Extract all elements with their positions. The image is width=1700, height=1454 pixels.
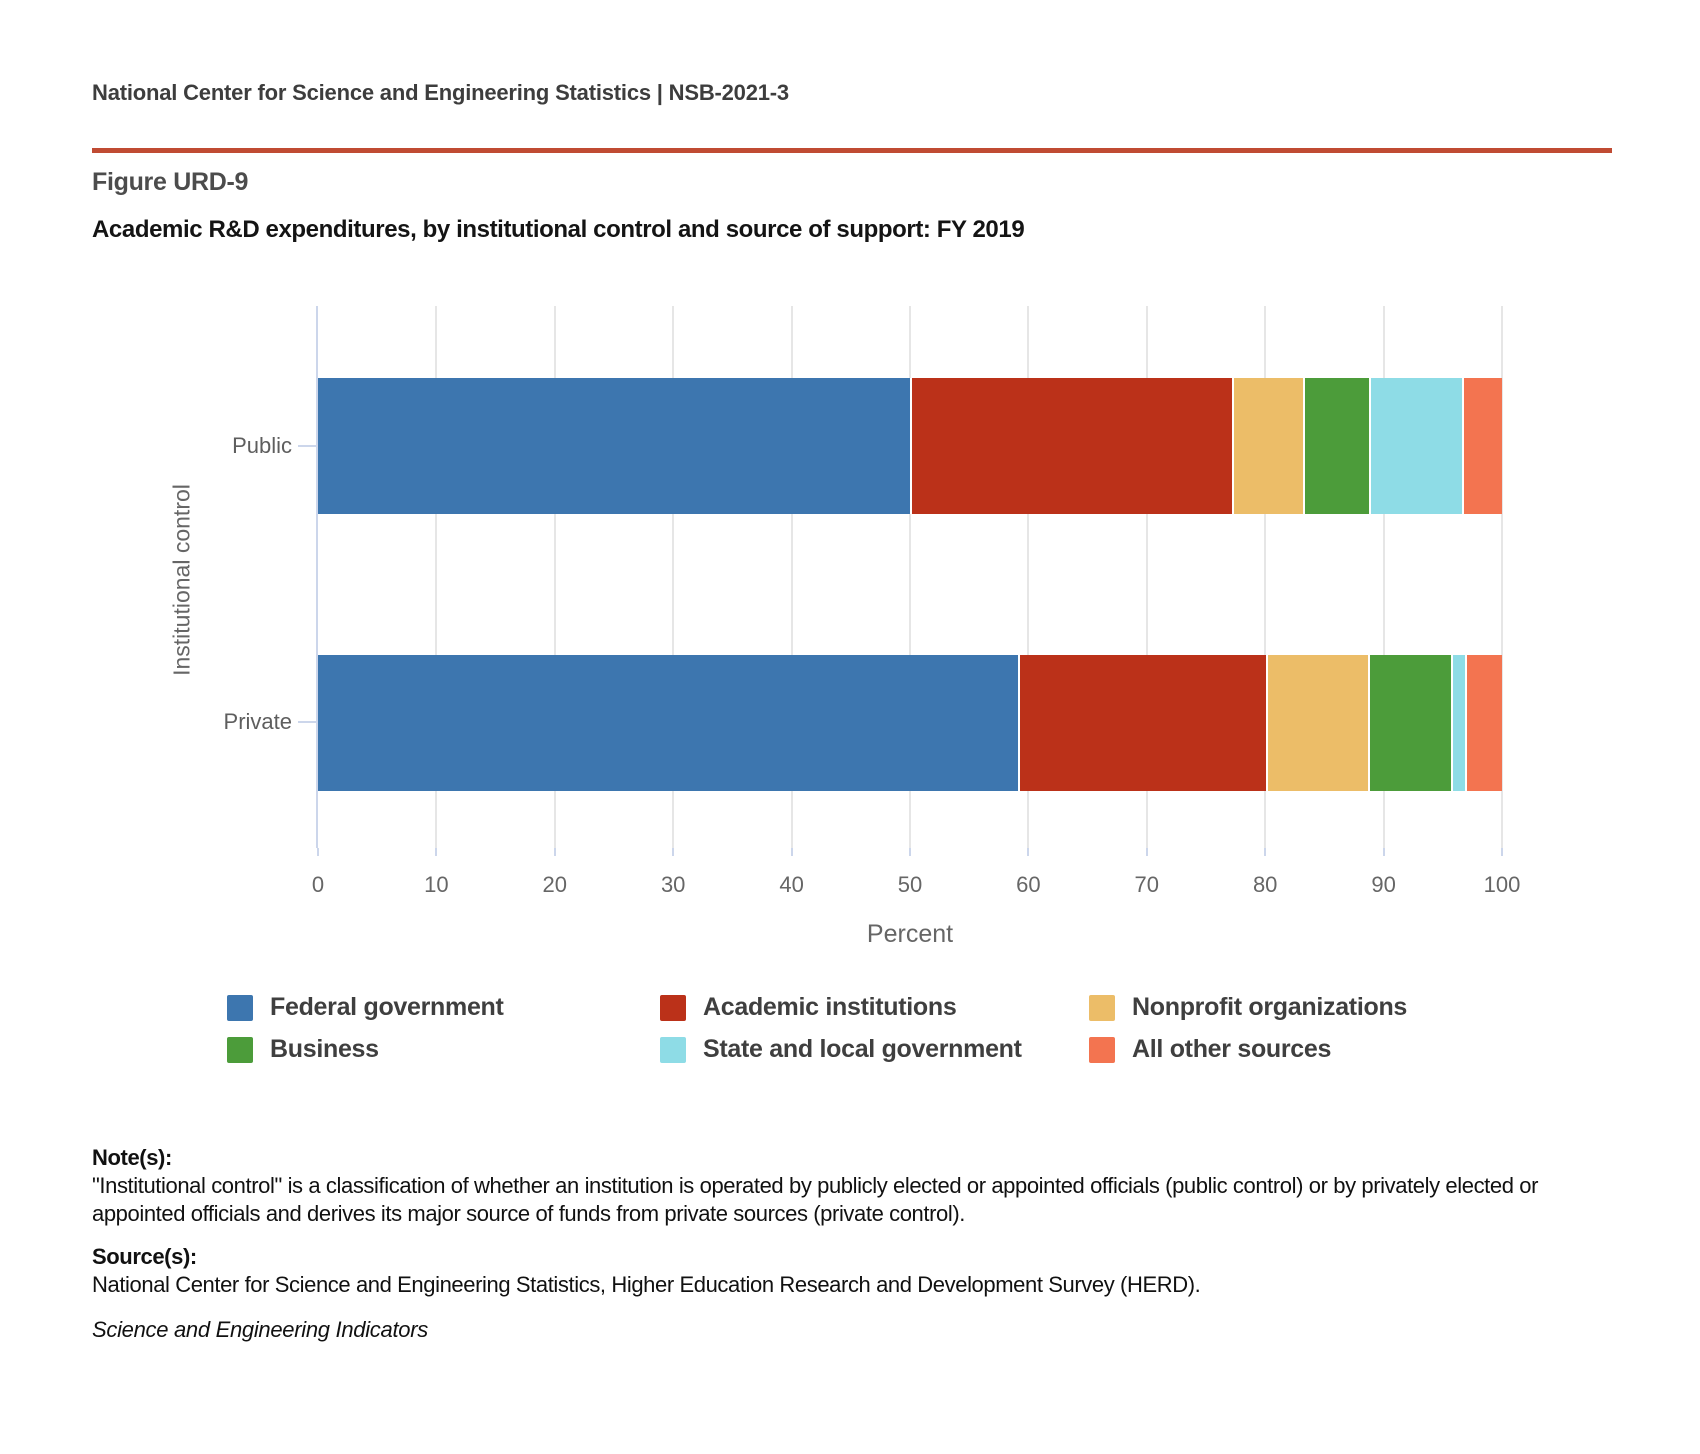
legend-label: State and local government xyxy=(703,1035,1022,1063)
bar-segment[interactable] xyxy=(910,378,1232,514)
legend-label: Business xyxy=(270,1035,379,1063)
x-tick-label: 100 xyxy=(1483,872,1521,897)
legend-swatch xyxy=(660,995,686,1021)
x-axis-tick xyxy=(1383,848,1385,856)
legend-label: Nonprofit organizations xyxy=(1132,993,1408,1021)
x-tick-label: 50 xyxy=(897,872,923,897)
bar-public xyxy=(318,378,1502,514)
notes-body: "Institutional control" is a classification of whether an institution is operated by publicly elected or appointed officials (public control) or by privately elected or appointed officials and derives its major source of funds from private sources (private control). xyxy=(92,1173,1539,1226)
legend-swatch xyxy=(227,995,253,1021)
x-tick-label: 0 xyxy=(311,872,325,897)
bar-segment[interactable] xyxy=(318,655,1018,791)
report-header: National Center for Science and Engineering Statistics | NSB-2021-3 xyxy=(92,80,789,105)
x-axis-tick xyxy=(1264,848,1266,856)
bar-segment[interactable] xyxy=(1462,378,1502,514)
y-axis-tick xyxy=(298,445,318,447)
bar-segment[interactable] xyxy=(1465,655,1502,791)
x-axis-tick xyxy=(672,848,674,856)
publication-title: Science and Engineering Indicators xyxy=(92,1317,428,1342)
category-label: Public xyxy=(232,433,292,458)
x-axis-title: Percent xyxy=(866,920,954,948)
legend-item[interactable] xyxy=(1089,1035,1331,1064)
legend-label: Federal government xyxy=(270,993,504,1021)
legend-item[interactable] xyxy=(660,993,956,1022)
figure-title: Academic R&D expenditures, by institutional control and source of support: FY 2019 xyxy=(92,216,1025,243)
bar-segment[interactable] xyxy=(1368,655,1451,791)
notes-block xyxy=(92,1144,1608,1228)
x-axis-tick xyxy=(554,848,556,856)
bar-segment[interactable] xyxy=(1266,655,1368,791)
x-axis-tick xyxy=(1146,848,1148,856)
bar-segment[interactable] xyxy=(1232,378,1303,514)
x-tick-label: 20 xyxy=(542,872,568,897)
x-tick-label: 90 xyxy=(1371,872,1396,897)
legend-item[interactable] xyxy=(1089,993,1407,1022)
x-tick-label: 30 xyxy=(660,872,686,897)
bar-segment[interactable] xyxy=(1451,655,1465,791)
x-tick-label: 40 xyxy=(779,872,804,897)
y-axis-tick xyxy=(298,721,318,723)
legend-label: All other sources xyxy=(1132,1035,1332,1063)
x-axis-tick xyxy=(1501,848,1503,856)
bar-segment[interactable] xyxy=(1018,655,1267,791)
sources-block xyxy=(92,1243,1608,1299)
category-label: Private xyxy=(223,709,292,734)
legend-swatch xyxy=(660,1037,686,1063)
y-axis-title: Institutional control xyxy=(168,484,195,676)
x-axis-tick xyxy=(1027,848,1029,856)
sources-body: National Center for Science and Engineering Statistics, Higher Education Research and Development Survey (HERD). xyxy=(92,1272,1201,1297)
bar-segment[interactable] xyxy=(318,378,910,514)
bar-private xyxy=(318,655,1502,791)
legend-swatch xyxy=(1089,1037,1115,1063)
legend-swatch xyxy=(1089,995,1115,1021)
legend-swatch xyxy=(227,1037,253,1063)
x-axis-tick xyxy=(909,848,911,856)
legend-label: Academic institutions xyxy=(703,993,957,1021)
bar-segment[interactable] xyxy=(1369,378,1461,514)
x-axis-tick xyxy=(435,848,437,856)
figure-label: Figure URD-9 xyxy=(92,168,249,196)
notes-heading: Note(s): xyxy=(92,1145,172,1170)
x-axis-tick xyxy=(317,848,319,856)
legend-item[interactable] xyxy=(227,1035,379,1064)
legend-item[interactable] xyxy=(660,1035,1022,1064)
x-tick-label: 80 xyxy=(1252,872,1278,897)
x-tick-label: 70 xyxy=(1134,872,1160,897)
bar-segment[interactable] xyxy=(1303,378,1369,514)
x-tick-label: 10 xyxy=(424,872,449,897)
legend-item[interactable] xyxy=(227,993,504,1022)
sources-heading: Source(s): xyxy=(92,1244,197,1269)
x-axis-tick xyxy=(791,848,793,856)
x-tick-label: 60 xyxy=(1016,872,1041,897)
